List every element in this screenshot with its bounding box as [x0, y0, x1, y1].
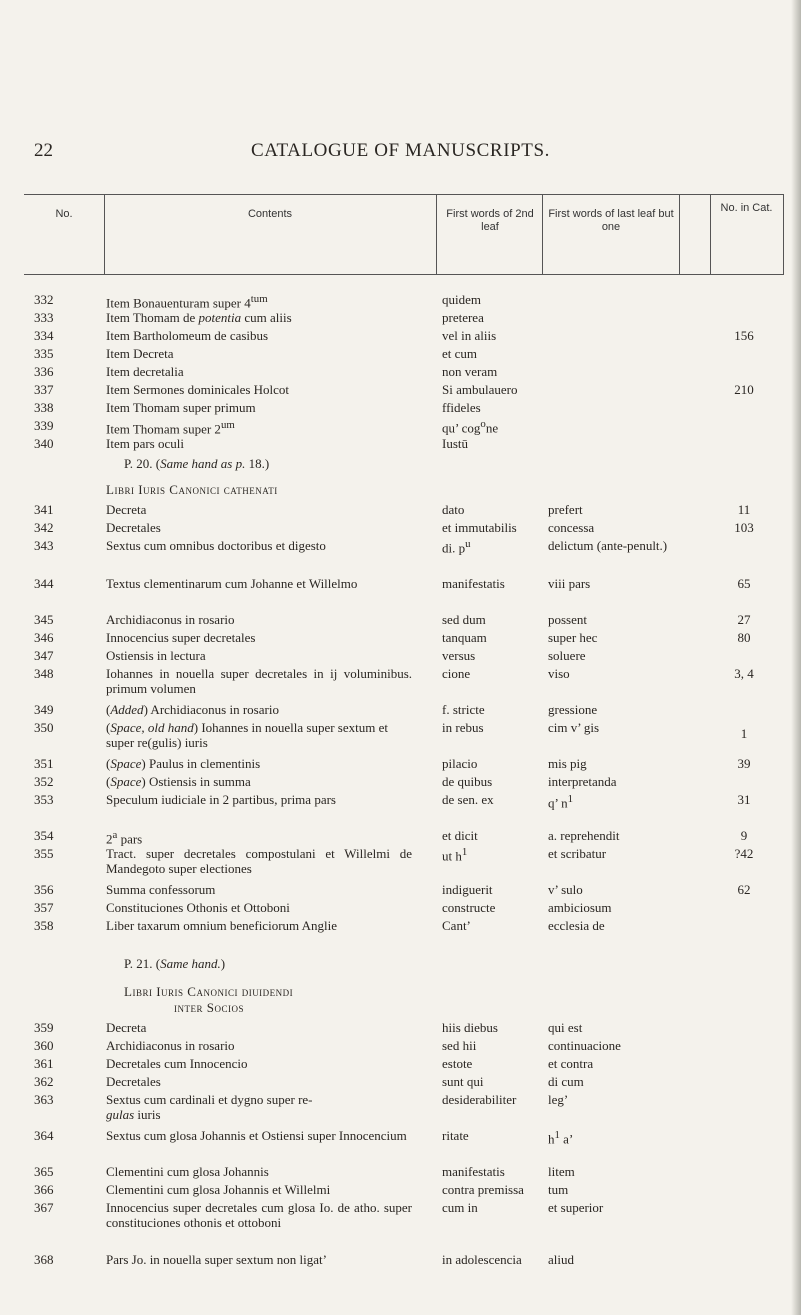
column-divider	[542, 194, 543, 274]
page-number: 22	[34, 140, 53, 161]
table-top-rule	[24, 194, 784, 195]
column-divider	[679, 194, 680, 274]
column-divider	[104, 194, 105, 274]
column-header-contents: Contents	[247, 208, 293, 220]
section-heading: inter Socios	[174, 1000, 244, 1015]
running-title: CATALOGUE OF MANUSCRIPTS.	[250, 140, 551, 161]
column-header-cat-no: No. in Cat.	[720, 202, 773, 214]
column-divider	[436, 194, 437, 274]
column-divider	[783, 194, 784, 274]
column-header-first-words: First words of 2nd leaf	[446, 208, 534, 233]
section-heading: Libri Iuris Canonici diuidendi	[124, 984, 294, 999]
section-heading: Libri Iuris Canonici cathenati	[106, 482, 278, 497]
column-header-last-words: First words of last leaf but one	[548, 208, 674, 233]
page-note: P. 21. (Same hand.)	[124, 956, 226, 971]
column-header-no: No.	[55, 208, 73, 220]
page-edge-shadow	[791, 0, 801, 1315]
page-note: P. 20. (Same hand as p. 18.)	[124, 456, 270, 471]
table-header-rule	[24, 274, 784, 275]
catalogue-table: No. Contents First words of 2nd leaf First words of last leaf but one No. in Cat. 332 Item Bonauenturam super $4^{tum}$ quidem 333 Item Thomam de potentia cum aliis preterea 334 Item Bartholomeum de casibus vel in aliis 156 335 Item Decreta et cum 336 Item decretalia non veram 337 Item Sermones dominicales Holcot Si ambulauero 210 338 Item Thomam super primum ffideles 339 Item Thomam super $2^{um}$ qu’ cog$^o$ne 340 Item pars oculi Iustū P. 20. (Same hand as p. 18.) Libri Iuris Canonici cathenati 341 Decreta dato prefert 11 342 Decretales et immutabilis concessa 103 343 Sextus cum omnibus doctoribus et digesto di. $p^u$ delictum (ante-penult.) 344 Textus clementinarum cum Johanne et Willelmo manifestatis viii pars 65 345 Archidiaconus in rosario sed dum possent 27 346 Innocencius super decretales tanquam super hec 80 347 Ostiensis in lectura versus soluere 348 Iohannes in nouella super decretales in ij voluminibus. primum volumen cione viso 3, 4 349 (Added) Archidiaconus in rosario f. stricte gressione 350 (Space, old hand) Iohannes in nouella super sextum et super re(gulis) iuris in rebus cim v’ gis 1 351 (Space) Paulus in clementinis pilacio mis pig 39 352 (Space) Ostiensis in summa de quibus interpretanda 353 Speculum iudiciale in 2 partibus, prima pars de sen. ex q’ $n^1$ 31 354 2$^a$ pars et dicit a. reprehendit 9 355 Tract. super decretales compostulani et Willelmi de Mandegoto super electiones ut $h^1$ et scribatur ?42 356 Summa confessorum indiguerit v’ sulo 62 357 Constituciones Othonis et Ottoboni constructe ambiciosum 358 Liber taxarum omnium beneficiorum Anglie Cant’ ecclesia de P. 21. (Same hand.) Libri Iuris Canonici diuidendi inter Socios 359 Decreta hiis diebus qui est 360 Archidiaconus in rosario sed hii continuacione 361 Decretales cum Innocencio estote et contra 362 Decretales sunt qui di cum 363 Sextus cum cardinali et dygno super re- gulas iuris desiderabiliter leg’ 364 Sextus cum glosa Johannis et Ostiensi super Innocencium ritate $h^1$ a’ 365 Clementini cum glosa Johannis manifestatis litem 366 Clementini cum glosa Johannis et Willelmi contra premissa tum 367 Innocencius super decretales cum glosa Io. de atho. super constituciones othonis et ottoboni cum in et superior 368 Pars Jo. in nouella super sextum non ligat’ in adolescencia aliud	[24, 194, 784, 1270]
